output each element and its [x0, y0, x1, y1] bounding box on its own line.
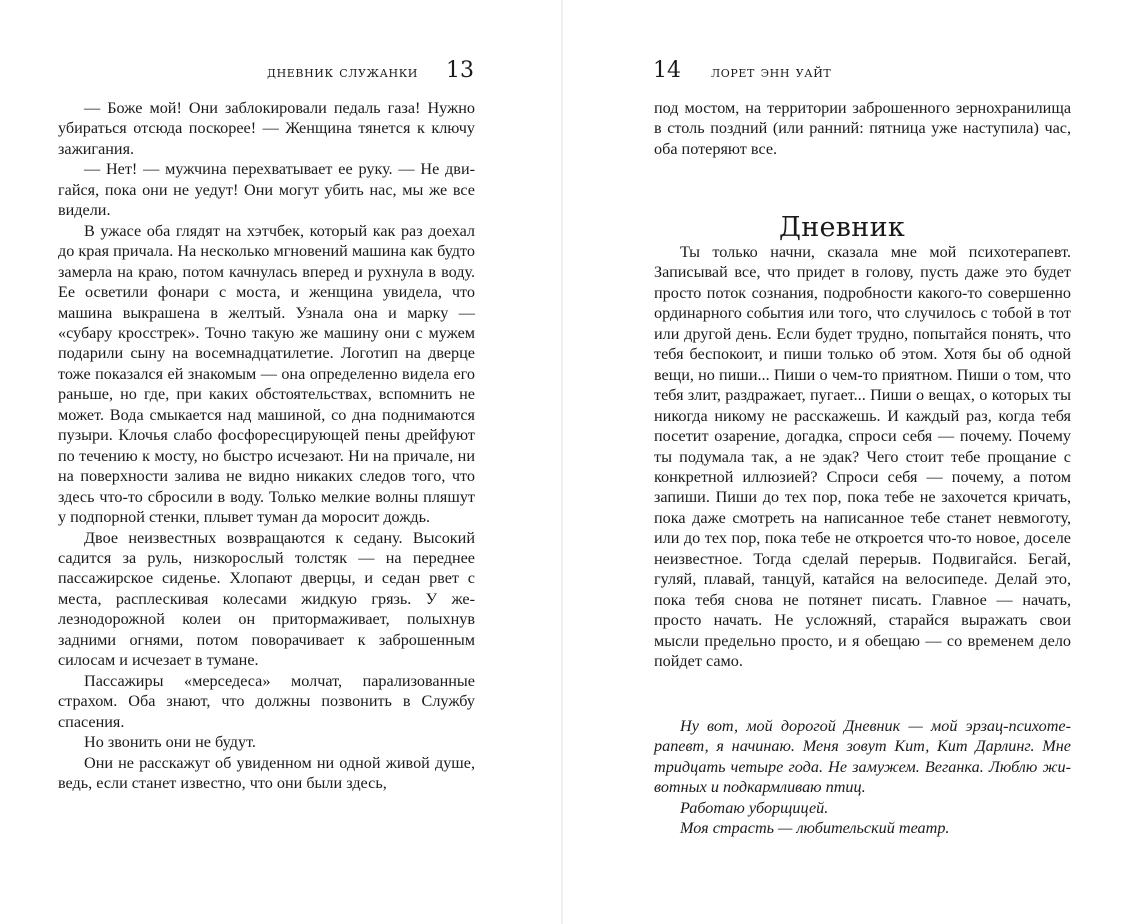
- left-paragraph-2: — Нет! — мужчина перехватывает ее руку. — Не двигайся, пока они не уедут! Они могут убить нас, мы же все видели.: [58, 160, 475, 220]
- diary-paragraph-3: Моя страсть — любительский театр.: [680, 819, 950, 838]
- left-paragraph-6: Но звонить они не будут.: [84, 733, 256, 752]
- left-body-text: [58, 98, 475, 793]
- right-body-text: [654, 242, 1071, 672]
- left-running-head: [267, 58, 474, 88]
- right-continuation-paragraph: под мостом, на территории заброшенного зернохранилища в столь поздний (или ранний: пятница уже наступила) час, оба потеряют все.: [654, 99, 1071, 158]
- right-running-head: [653, 58, 831, 88]
- left-paragraph-7: Они не расскажут об увиденном ни одной живой душе, ведь, если станет известно, что они были здесь,: [58, 753, 475, 792]
- left-paragraph-1: — Боже мой! Они заблокировали педаль газа! Нужно убираться отсюда поскорее! — Женщина тянется к ключу зажигания.: [58, 99, 475, 158]
- diary-paragraph-2: Работаю уборщицей.: [680, 798, 829, 817]
- diary-paragraph-1: Ну вот, мой дорогой Дневник — мой эрзац-психотерапевт, я начинаю. Меня зовут Кит, Кит Дарлинг. Мне тридцать четыре года. Не замужем. Веганка. Люблю животных и подкармливаю птиц.: [654, 717, 1071, 797]
- diary-entry: [654, 716, 1071, 839]
- left-paragraph-4: Двое неизвестных возвращаются к седану. Высокий садится за руль, низкорослый толстяк — на переднее пассажирское сиденье. Хлопают дверцы, и седан рвет с места, расплескивая колесами жидкую грязь. У железнодорожной колеи он притормаживает, полыхнув задними огнями, потом поворачивает к заброшенным силосам и исчезает в тумане.: [58, 528, 475, 670]
- right-paragraph: Ты только начни, сказала мне мой психотерапевт. Записывай все, что придет в голову, пусть даже это будет просто поток сознания, подробности какого-то совершенно ординарного события или того, что случилось с тобой в тот или другой день. Если будет трудно, попытайся понять, что тебя беспокоит, и пиши только об этом. Хотя бы об одной вещи, но пиши... Пиши о чем-то приятном. Пиши о том, что тебя злит, раздражает, пугает... Пиши о вещах, о которых ты никогда никому не расскажешь. И каждый раз, когда тебя посетит озарение, догадка, спроси себя — почему. Почему ты подумала так, а не эдак? Чего стоит тебе прощание с конкретной иллюзией? Спроси себя — почему, а потом запиши. Пиши до тех пор, пока тебе не захочется кричать, пока даже смотреть на написанное тебе станет невмоготу, или до тех пор, пока тебе не откроется что-то новое, доселе неизвестное. Тогда сделай перерыв. Подвигайся. Бегай, гуляй, плавай, танцуй, катайся на велосипеде. Делай это, пока тебя снова не потянет писать. Главное — начать, просто начать. Не усложняй, старайся выражать свои мысли предельно просто, и я обещаю — со временем дело пойдет само.: [654, 243, 1071, 671]
- right-page-number: 14: [653, 58, 681, 83]
- right-page: [563, 0, 1121, 924]
- right-continuation-text: [654, 98, 1071, 159]
- left-paragraph-5: Пассажиры «мерседеса» молчат, парализованные страхом. Оба знают, что должны позвонить в Службу спасения.: [58, 671, 475, 731]
- left-running-title: дневник служанки: [267, 62, 418, 81]
- left-paragraph-3: В ужасе оба глядят на хэтчбек, который как раз доехал до края причала. На несколько мгновений машина как будто замерла на краю, потом качнулась вперед и рухнула в воду. Ее осветили фонари с моста, и женщина увидела, что машина выкрашена в желтый. Узнала она и марку — «субару кросстрек». Точно такую же машину они с мужем подарили сыну на восемнадцатилетие. Логотип на дверце тоже показался ей знакомым — она определенно видела его раньше, но где, при каких обстоятельствах, вспомнить не может. Вода смыкается над машиной, со дна поднимаются пузыри. Клочья слабо фосфоресцирующей пены дрейфуют по течению к мосту, но быстро исчезают. Ни на причале, ни на поверхности залива не видно никаких следов того, что здесь что-то сбросили в воду. Только мелкие волны пляшут у подпорной стенки, плывет туман да моросит дождь.: [58, 221, 475, 527]
- right-running-title: лорет энн уайт: [711, 62, 832, 81]
- left-page-number: 13: [446, 58, 474, 83]
- chapter-title: Дневник: [778, 212, 906, 244]
